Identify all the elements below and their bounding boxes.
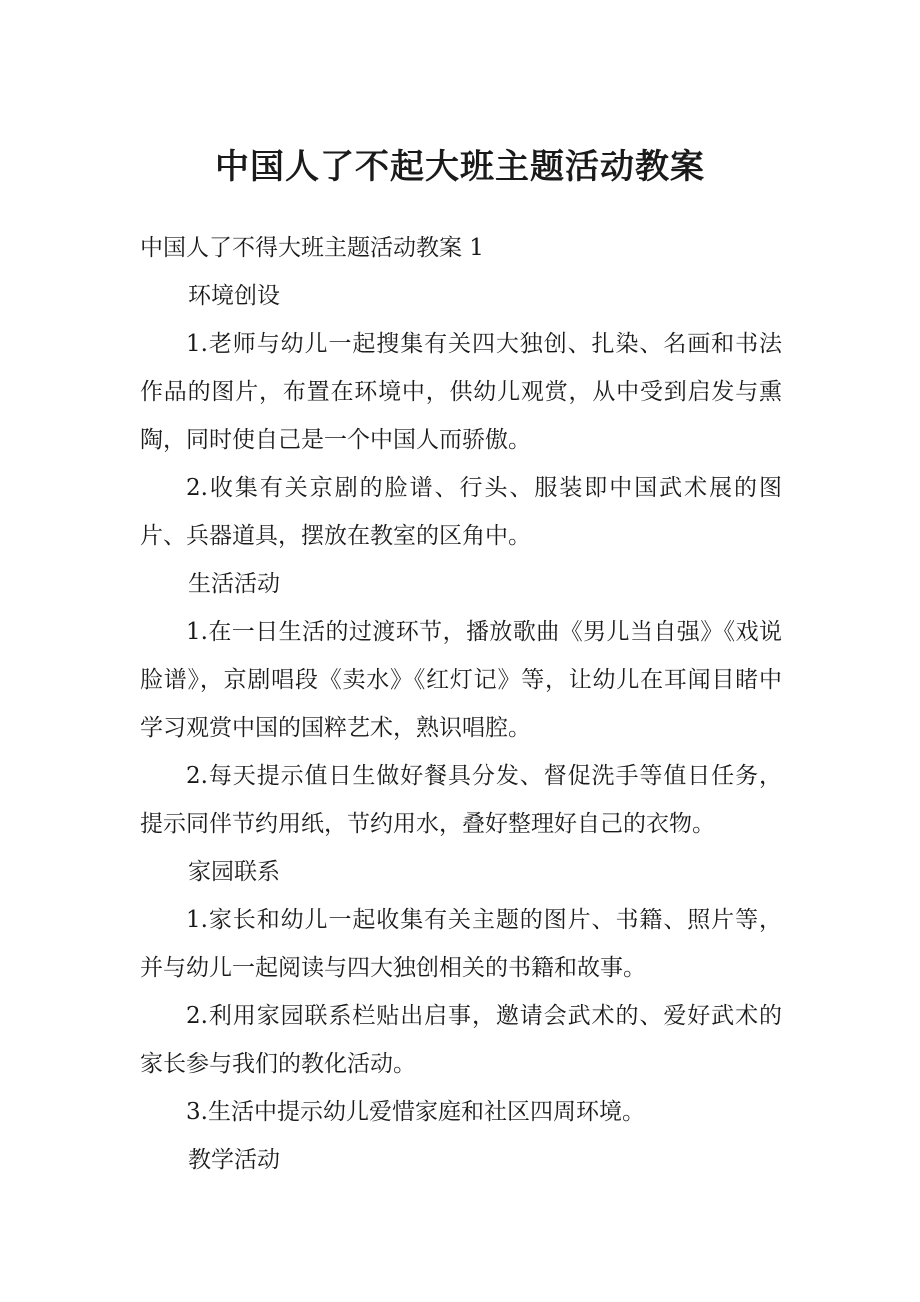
paragraph: 1.在一日生活的过渡环节，播放歌曲《男儿当自强》《戏说脸谱》，京剧唱段《卖水》《红灯记》等，让幼儿在耳闻目睹中学习观赏中国的国粹艺术，熟识唱腔。 — [140, 619, 782, 741]
section-heading-teaching: 教学活动 — [188, 1147, 280, 1173]
paragraph: 1.家长和幼儿一起收集有关主题的图片、书籍、照片等，并与幼儿一起阅读与四大独创相关的书籍和故事。 — [140, 907, 782, 981]
document-title: 中国人了不起大班主题活动教案 — [215, 147, 705, 187]
section-heading-environment: 环境创设 — [188, 283, 280, 309]
paragraph: 2.收集有关京剧的脸谱、行头、服装即中国武术展的图片、兵器道具，摆放在教室的区角中。 — [140, 475, 782, 549]
document-subtitle: 中国人了不得大班主题活动教案 1 — [140, 235, 484, 261]
paragraph: 3.生活中提示幼儿爱惜家庭和社区四周环境。 — [186, 1099, 645, 1125]
paragraph: 2.每天提示值日生做好餐具分发、督促洗手等值日任务，提示同伴节约用纸，节约用水，叠好整理好自己的衣物。 — [140, 763, 782, 837]
document-body — [140, 224, 782, 1184]
paragraph: 2.利用家园联系栏贴出启事，邀请会武术的、爱好武术的家长参与我们的教化活动。 — [140, 1003, 782, 1077]
paragraph: 1.老师与幼儿一起搜集有关四大独创、扎染、名画和书法作品的图片，布置在环境中，供幼儿观赏，从中受到启发与熏陶，同时使自己是一个中国人而骄傲。 — [140, 331, 782, 453]
section-heading-home-school: 家园联系 — [188, 859, 280, 885]
section-heading-daily-life: 生活活动 — [188, 571, 280, 597]
